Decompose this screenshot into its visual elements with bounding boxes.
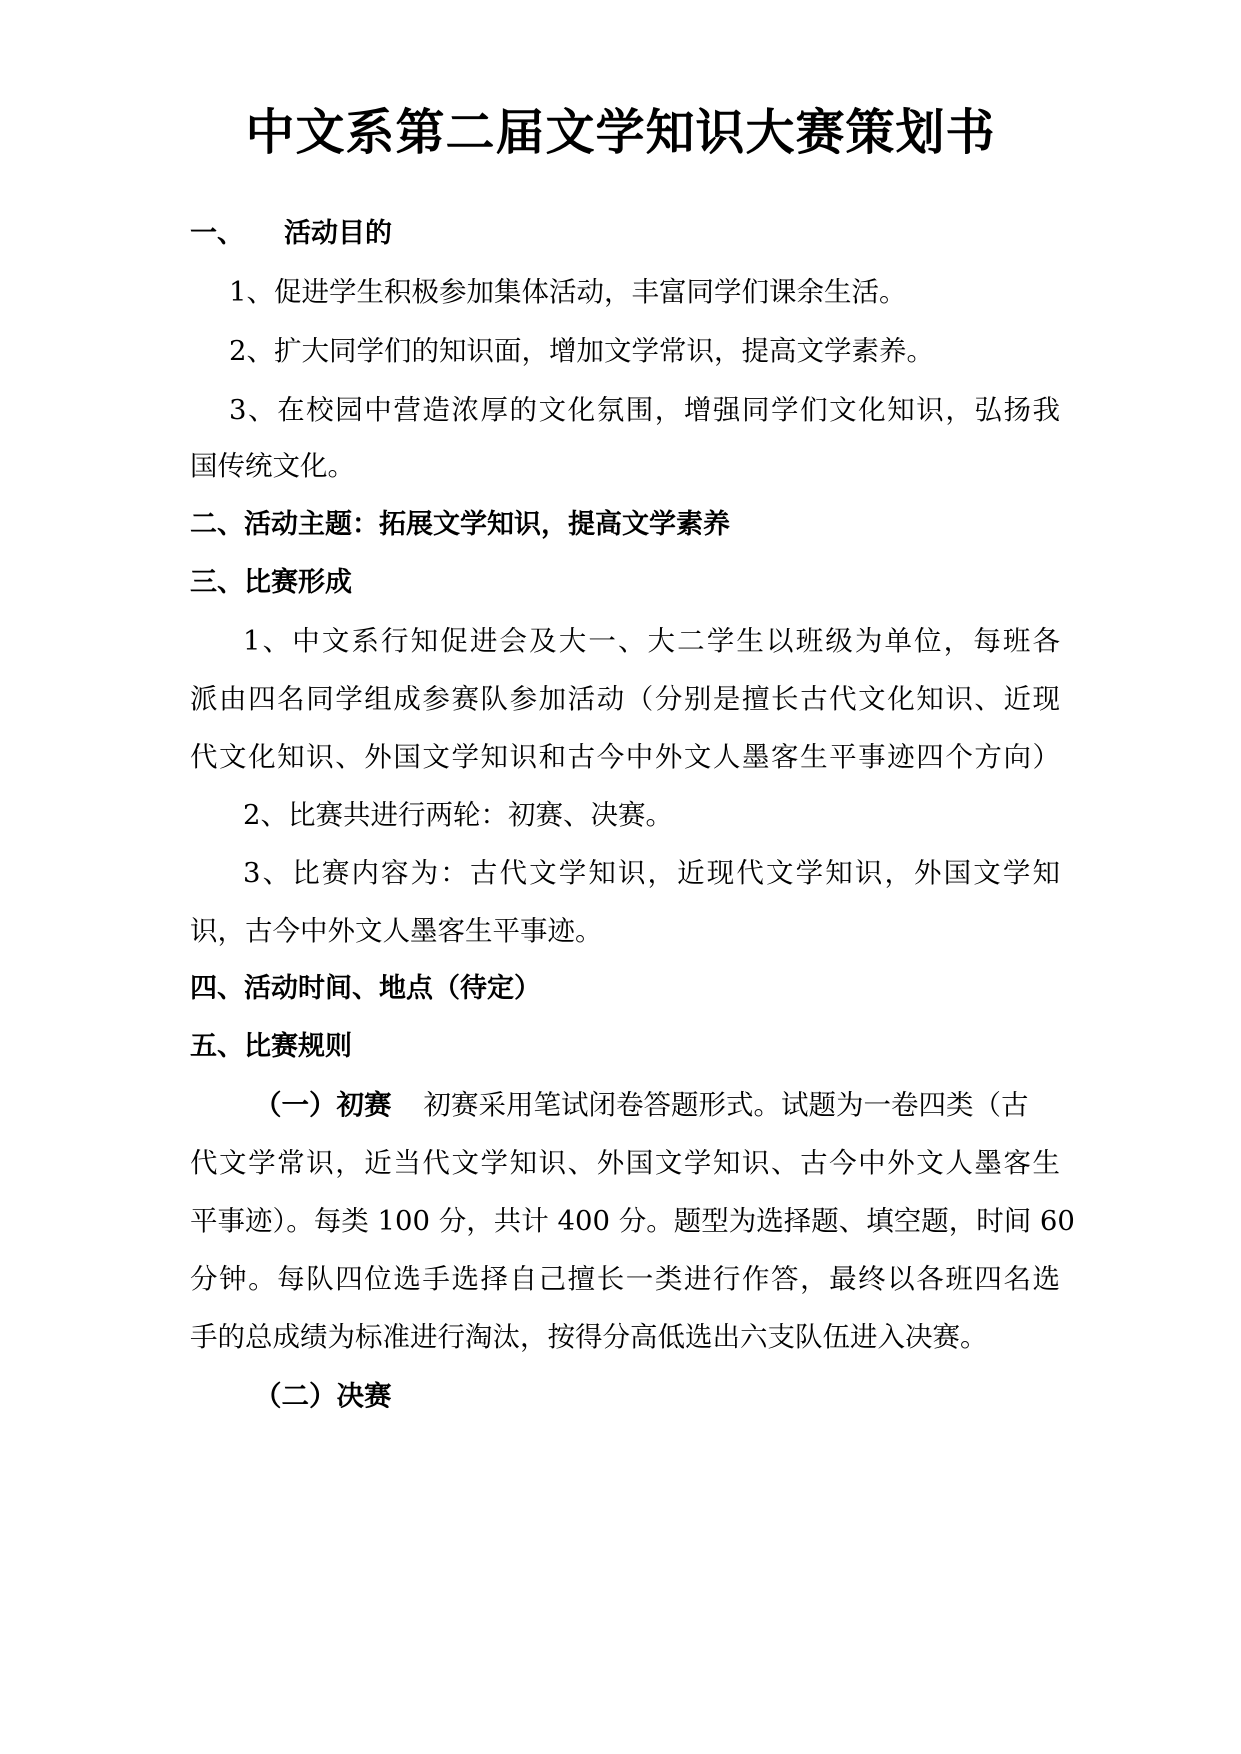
- section-3-line-5: 3、比赛内容为：古代文学知识，近现代文学知识，外国文学知: [243, 857, 1060, 889]
- section-1-item-1: 1、促进学生积极参加集体活动，丰富同学们课余生活。: [229, 276, 907, 308]
- section-3-line-1: 1、中文系行知促进会及大一、大二学生以班级为单位，每班各: [243, 625, 1060, 657]
- section-4-heading: 四、活动时间、地点（待定）: [190, 973, 541, 1004]
- final-label: （二）决赛: [254, 1380, 392, 1412]
- section-5-heading: 五、比赛规则: [190, 1031, 352, 1062]
- prelim-line-3: 平事迹）。每类 100 分，共计 400 分。题型为选择题、填空题，时间 60: [190, 1205, 1075, 1237]
- section-3-line-2: 派由四名同学组成参赛队参加活动（分别是擅长古代文化知识、近现: [190, 683, 1060, 715]
- section-1-item-2: 2、扩大同学们的知识面，增加文学常识，提高文学素养。: [229, 335, 934, 367]
- section-3-line-3: 代文化知识、外国文学知识和古今中外文人墨客生平事迹四个方向）: [190, 741, 1060, 773]
- section-3-line-6: 识，古今中外文人墨客生平事迹。: [190, 915, 603, 947]
- prelim-label: （一）初赛: [254, 1089, 392, 1121]
- section-2-heading: 二、活动主题：拓展文学知识，提高文学素养: [190, 509, 730, 540]
- document-title: 中文系第二届文学知识大赛策划书: [245, 104, 996, 161]
- prelim-line-4: 分钟。每队四位选手选择自己擅长一类进行作答，最终以各班四名选: [190, 1263, 1060, 1295]
- section-3-line-4: 2、比赛共进行两轮：初赛、决赛。: [243, 799, 673, 831]
- section-1-heading: [190, 214, 1060, 254]
- section-1-title: 活动目的: [284, 218, 392, 249]
- section-1-item-3-cont: 国传统文化。: [190, 450, 355, 482]
- prelim-line-5: 手的总成绩为标准进行淘汰，按得分高低选出六支队伍进入决赛。: [190, 1321, 988, 1353]
- section-1-number: 一、: [190, 218, 244, 249]
- prelim-paragraph-first-line: [254, 1085, 1060, 1125]
- section-1-item-3: 3、在校园中营造浓厚的文化氛围，增强同学们文化知识，弘扬我: [229, 394, 1060, 426]
- section-3-heading: 三、比赛形成: [190, 567, 352, 598]
- prelim-first-line: 初赛采用笔试闭卷答题形式。试题为一卷四类（古: [423, 1089, 1029, 1121]
- prelim-line-2: 代文学常识，近当代文学知识、外国文学知识、古今中外文人墨客生: [190, 1147, 1060, 1179]
